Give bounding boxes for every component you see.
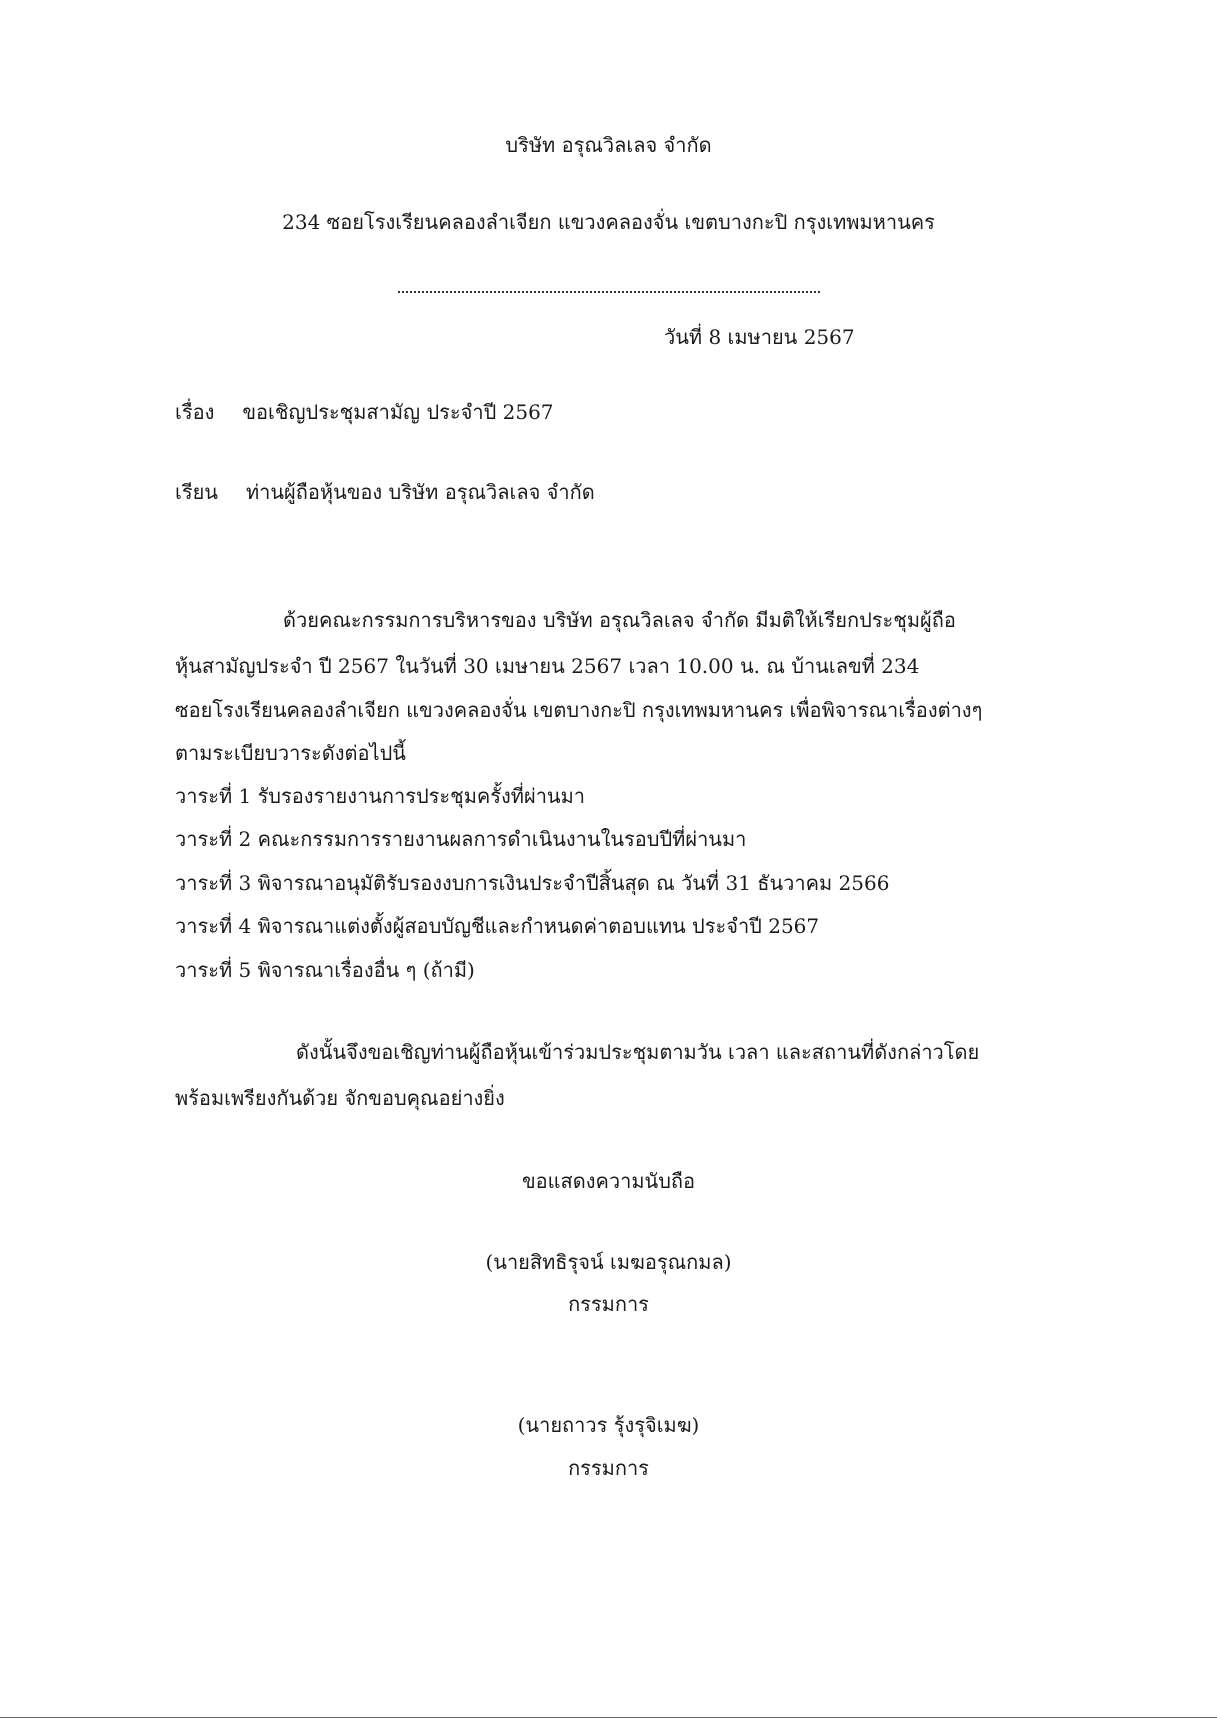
paragraph1-line: ตามระเบียบวาระดังต่อไปนี้	[175, 741, 406, 765]
company-name: บริษัท อรุณวิลเลจ จำกัด	[505, 133, 712, 157]
agenda-item: วาระที่ 1 รับรองรายงานการประชุมครั้งที่ผ่านมา	[175, 784, 586, 808]
paragraph1-line: ด้วยคณะกรรมการบริหารของ บริษัท อรุณวิลเลจ จำกัด มีมติให้เรียกประชุมผู้ถือ	[283, 608, 956, 632]
paragraph2-line: ดังนั้นจึงขอเชิญท่านผู้ถือหุ้นเข้าร่วมประชุมตามวัน เวลา และสถานที่ดังกล่าวโดย	[296, 1040, 980, 1064]
signatory-title: กรรมการ	[568, 1456, 649, 1480]
agenda-item: วาระที่ 4 พิจารณาแต่งตั้งผู้สอบบัญชีและกำหนดค่าตอบแทน ประจำปี 2567	[175, 914, 820, 938]
dotted-separator	[398, 291, 820, 293]
date-line: วันที่ 8 เมษายน 2567	[664, 325, 855, 349]
recipient-text: ท่านผู้ถือหุ้นของ บริษัท อรุณวิลเลจ จำกัด	[245, 480, 595, 504]
agenda-item: วาระที่ 5 พิจารณาเรื่องอื่น ๆ (ถ้ามี)	[175, 958, 475, 982]
signatory-title: กรรมการ	[568, 1292, 649, 1316]
closing-text: ขอแสดงความนับถือ	[521, 1169, 696, 1193]
paragraph1-line: หุ้นสามัญประจำ ปี 2567 ในวันที่ 30 เมษายน 2567 เวลา 10.00 น. ณ บ้านเลขที่ 234	[175, 654, 920, 678]
subject-line	[175, 398, 554, 426]
page-bottom-edge	[0, 1717, 1217, 1718]
agenda-item: วาระที่ 2 คณะกรรมการรายงานผลการดำเนินงานในรอบปีที่ผ่านมา	[175, 827, 747, 851]
recipient-label: เรียน	[175, 480, 218, 504]
signatory-name: (นายสิทธิรุจน์ เมฆอรุณกมล)	[485, 1250, 732, 1274]
signatory-name: (นายถาวร รุ้งรุจิเมฆ)	[517, 1413, 700, 1437]
recipient-line	[175, 478, 595, 506]
paragraph1-line: ซอยโรงเรียนคลองลำเจียก แขวงคลองจั่น เขตบางกะปิ กรุงเทพมหานคร เพื่อพิจารณาเรื่องต่างๆ	[175, 698, 983, 722]
subject-label: เรื่อง	[175, 400, 215, 424]
paragraph2-line: พร้อมเพรียงกันด้วย จักขอบคุณอย่างยิ่ง	[175, 1086, 505, 1110]
agenda-item: วาระที่ 3 พิจารณาอนุมัติรับรองงบการเงินประจำปีสิ้นสุด ณ วันที่ 31 ธันวาคม 2566	[175, 871, 890, 895]
company-address: 234 ซอยโรงเรียนคลองลำเจียก แขวงคลองจั่น เขตบางกะปิ กรุงเทพมหานคร	[282, 210, 935, 234]
subject-text: ขอเชิญประชุมสามัญ ประจำปี 2567	[242, 400, 554, 424]
